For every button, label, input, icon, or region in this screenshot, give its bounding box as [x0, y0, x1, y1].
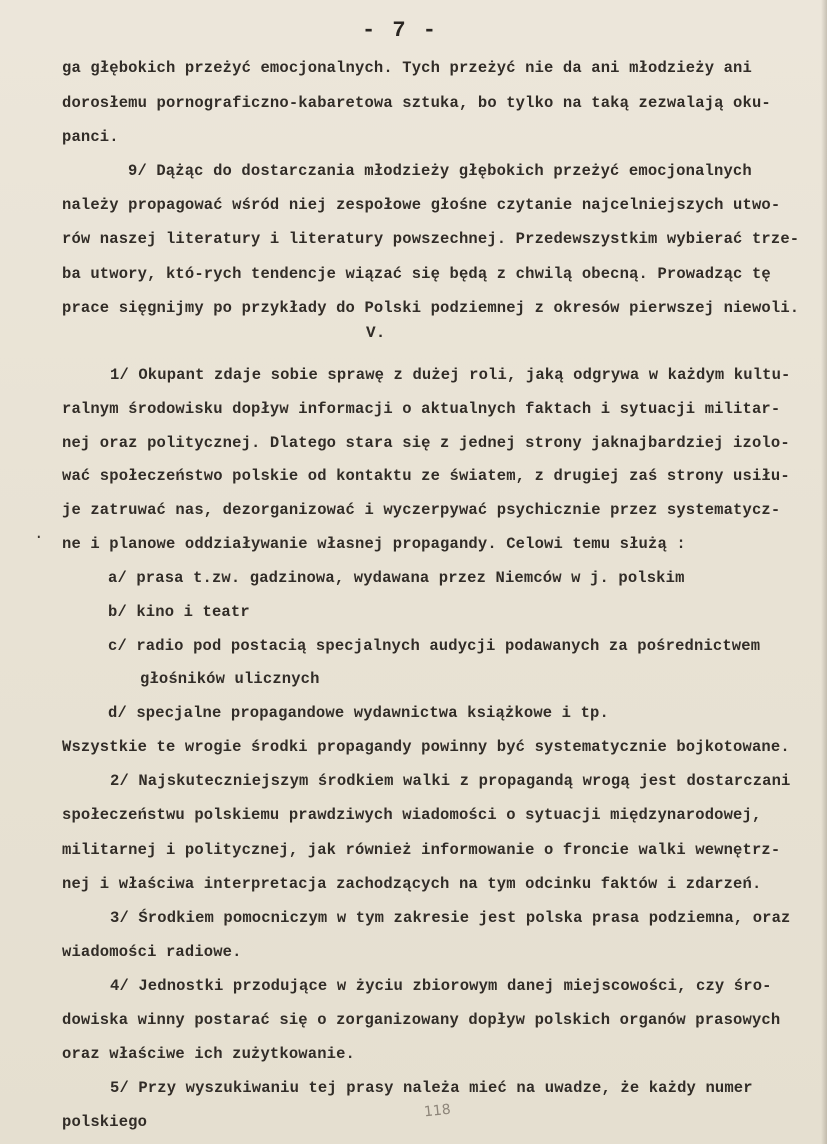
text-line: ne i planowe oddziaływanie własnej propagandy. Celowi temu służą :: [62, 535, 686, 553]
text-line: prace sięgnijmy po przykłady do Polski podziemnej z okresów pierwszej niewoli.: [62, 299, 800, 317]
list-item-continuation: głośników ulicznych: [140, 670, 320, 688]
margin-mark: ·: [34, 528, 44, 546]
text-line: rów naszej literatury i literatury powszechnej. Przedewszystkim wybierać trze-: [62, 230, 800, 248]
list-item: d/ specjalne propagandowe wydawnictwa książkowe i tp.: [108, 704, 609, 722]
text-line: ralnym środowisku dopływ informacji o aktualnych faktach i sytuacji militar-: [62, 400, 781, 418]
text-line: oraz właściwe ich zużytkowanie.: [62, 1045, 355, 1063]
text-line: nej i właściwa interpretacja zachodzących na tym odcinku faktów i zdarzeń.: [62, 875, 762, 893]
list-item: a/ prasa t.zw. gadzinowa, wydawana przez Niemców w j. polskim: [108, 569, 685, 587]
text-line: 1/ Okupant zdaje sobie sprawę z dużej roli, jaką odgrywa w każdym kultu-: [110, 366, 791, 384]
text-line: militarnej i politycznej, jak również informowanie o froncie walki wewnętrz-: [62, 841, 781, 859]
text-line: dorosłemu pornograficzno-kabaretowa sztuka, bo tylko na taką zezwalają oku-: [62, 94, 771, 112]
text-line: panci.: [62, 128, 119, 146]
text-line: dowiska winny postarać się o zorganizowany dopływ polskich organów prasowych: [62, 1011, 781, 1029]
page-number: - 7 -: [361, 18, 438, 43]
text-line: je zatruwać nas, dezorganizować i wyczerpywać psychicznie przez systematycz-: [62, 501, 781, 519]
text-line: Wszystkie te wrogie środki propagandy powinny być systematycznie bojkotowane.: [62, 738, 790, 756]
list-item: b/ kino i teatr: [108, 603, 250, 621]
text-line: 9/ Dążąc do dostarczania młodzieży głębokich przeżyć emocjonalnych: [128, 162, 752, 180]
text-line: wać społeczeństwo polskie od kontaktu ze światem, z drugiej zaś strony usiłu-: [62, 467, 790, 485]
text-line: 4/ Jednostki przodujące w życiu zbiorowym danej miejscowości, czy śro-: [110, 977, 772, 995]
text-line: nej oraz politycznej. Dlatego stara się z jednej strony jaknajbardziej izolo-: [62, 434, 790, 452]
section-heading: V.: [366, 324, 386, 342]
text-line: ba utwory, któ-rych tendencje wiązać się będą z chwilą obecną. Prowadząc tę: [62, 265, 771, 283]
pencil-annotation: 118: [423, 1101, 452, 1121]
text-line: ga głębokich przeżyć emocjonalnych. Tych przeżyć nie da ani młodzieży ani: [62, 59, 752, 77]
text-line: wiadomości radiowe.: [62, 943, 242, 961]
list-item: c/ radio pod postacią specjalnych audycji podawanych za pośrednictwem: [108, 637, 761, 655]
text-line: 3/ Środkiem pomocniczym w tym zakresie jest polska prasa podziemna, oraz: [110, 909, 791, 927]
text-line: należy propagować wśród niej zespołowe głośne czytanie najcelniejszych utwo-: [62, 196, 781, 214]
text-line: polskiego: [62, 1113, 148, 1131]
text-line: 2/ Najskuteczniejszym środkiem walki z propagandą wrogą jest dostarczani: [110, 772, 791, 790]
text-line: 5/ Przy wyszukiwaniu tej prasy należa mieć na uwadze, że każdy numer: [110, 1079, 753, 1097]
page-edge-shadow: [821, 0, 827, 1144]
text-line: społeczeństwu polskiemu prawdziwych wiadomości o sytuacji międzynarodowej,: [62, 806, 762, 824]
